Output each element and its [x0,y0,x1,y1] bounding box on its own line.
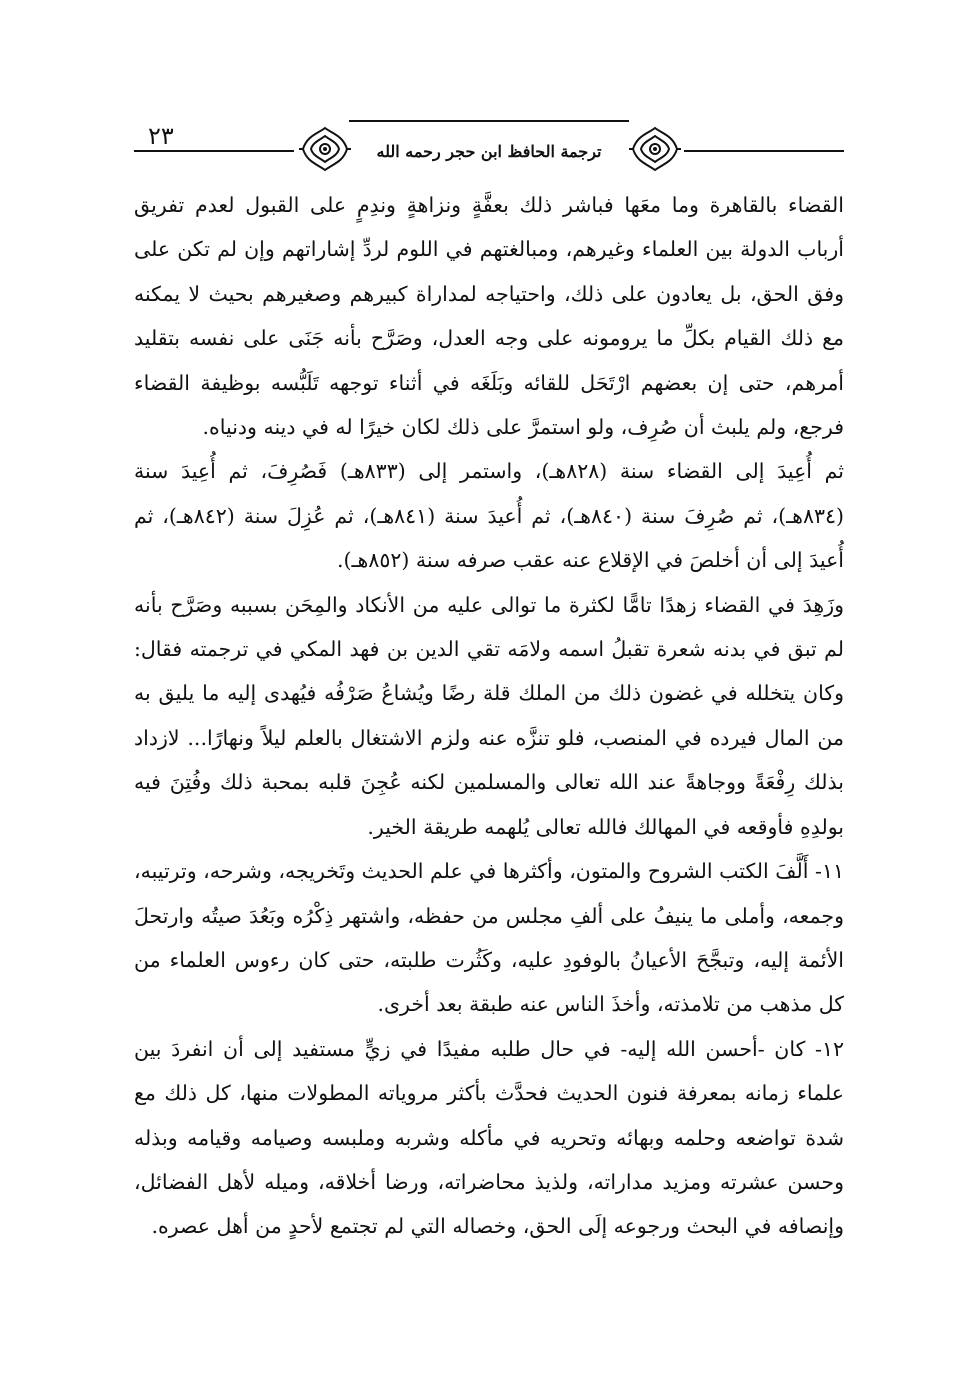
page-number: ٢٣ [148,122,174,150]
paragraph-judgeship: القضاء بالقاهرة وما معَها فباشر ذلك بعفَّةٍ ونزاهةٍ وندِمٍ على القبول لعدم تفريق أرباب الدولة بين العلماء وغيرهم، ومبالغتهم في اللوم لردِّ إشاراتهم وإن لم تكن على وفق الحق، بل يعادون على ذلك، واحتياجه لمداراة كبيرهم وصغيرهم بحيث لا يمكنه مع ذلك القيام بكلِّ ما يرومونه على وجه العدل، وصَرَّح بأنه جَنَى على نفسه بتقليد أمرهم، حتى إن بعضهم ارْتَحَل للقائه وبَلَغَه في أثناء توجهه تَلَبُّسه بوظيفة القضاء فرجع، ولم يلبث أن صُرِف، ولو استمرَّ على ذلك لكان خيرًا له في دينه ودنياه. [134,193,844,440]
floral-ornament-icon [299,124,351,174]
header-rule-right [684,150,844,152]
header-rule-left [134,150,294,152]
paragraph-item-11: ١١- أَلَّفَ الكتب الشروح والمتون، وأكثرها في علم الحديث وتَخريجه، وشرحه، وترتيبه، وجمعه، وأملى ما ينيفُ على ألفِ مجلس من حفظه، واشتهر ذِكْرُه وبَعُدَ صيتُه وارتحلَ الأئمة إليه، وتبجَّحَ الأعيانُ بالوفودِ عليه، وكَثُرت طلبته، حتى كان رءوس العلماء من كل مذهب من تلامذته، وأخذَ الناس عنه طبقة بعد أخرى. [134,859,844,1017]
running-title: ترجمة الحافظ ابن حجر رحمه الله [376,142,602,161]
paragraph-asceticism: وزَهِدَ في القضاء زهدًا تامًّا لكثرة ما توالى عليه من الأنكاد والمِحَن بسببه وصَرَّح بأنه لم تبق في بدنه شعرة تقبلُ اسمه ولامَه تقي الدين بن فهد المكي في ترجمته فقال: وكان يتخلله في غضون ذلك من الملك قلة رضًا ويُشاعُ صَرْفُه فيُهدى إليه ما يليق به من المال فيرده في المنصب، فلو تنزَّه عنه ولزم الاشتغال بالعلم ليلاً ونهارًا... لازداد بذلك رِفْعَةً ووجاهةً عند الله تعالى والمسلمين لكنه عُجِنَ قلبه بمحبة ذلك وفُتِنَ فيه بولدِهِ فأوقعه في المهالك فالله تعالى يُلهمه طريقة الخير. [134,592,844,839]
page-header [134,112,844,184]
header-rule-top [349,120,629,122]
paragraph-reappointments: ثم أُعِيدَ إلى القضاء سنة (٨٢٨هـ)، واستمر إلى (٨٣٣هـ) فَصُرِفَ، ثم أُعِيدَ سنة (٨٣٤هـ)، ثم صُرِفَ سنة (٨٤٠هـ)، ثم أُعيدَ سنة (٨٤١هـ)، ثم عُزِلَ سنة (٨٤٢هـ)، ثم أُعيدَ إلى أن أخلصَ في الإقلاع عنه عقب صرفه سنة (٨٥٢هـ). [134,459,845,573]
floral-ornament-icon [629,124,681,174]
paragraph-item-12: ١٢- كان -أحسن الله إليه- في حال طلبه مفيدًا في زيٍّ مستفيد إلى أن انفردَ بين علماء زمانه بمعرفة فنون الحديث فحدَّث بأكثر مروياته المطولات منها، كل ذلك مع شدة تواضعه وحلمه وبهائه وتحريه في مأكله وشربه وملبسه وصيامه وقيامه وبذله وحسن عشرته ومزيد مداراته، ولذيذ محاضراته، ورضا أخلاقه، وميله لأهل الفضائل، وإنصافه في البحث ورجوعه إلَى الحق، وخصاله التي لم تجتمع لأحدٍ من أهل عصره. [134,1036,844,1239]
body-text [134,183,844,1249]
